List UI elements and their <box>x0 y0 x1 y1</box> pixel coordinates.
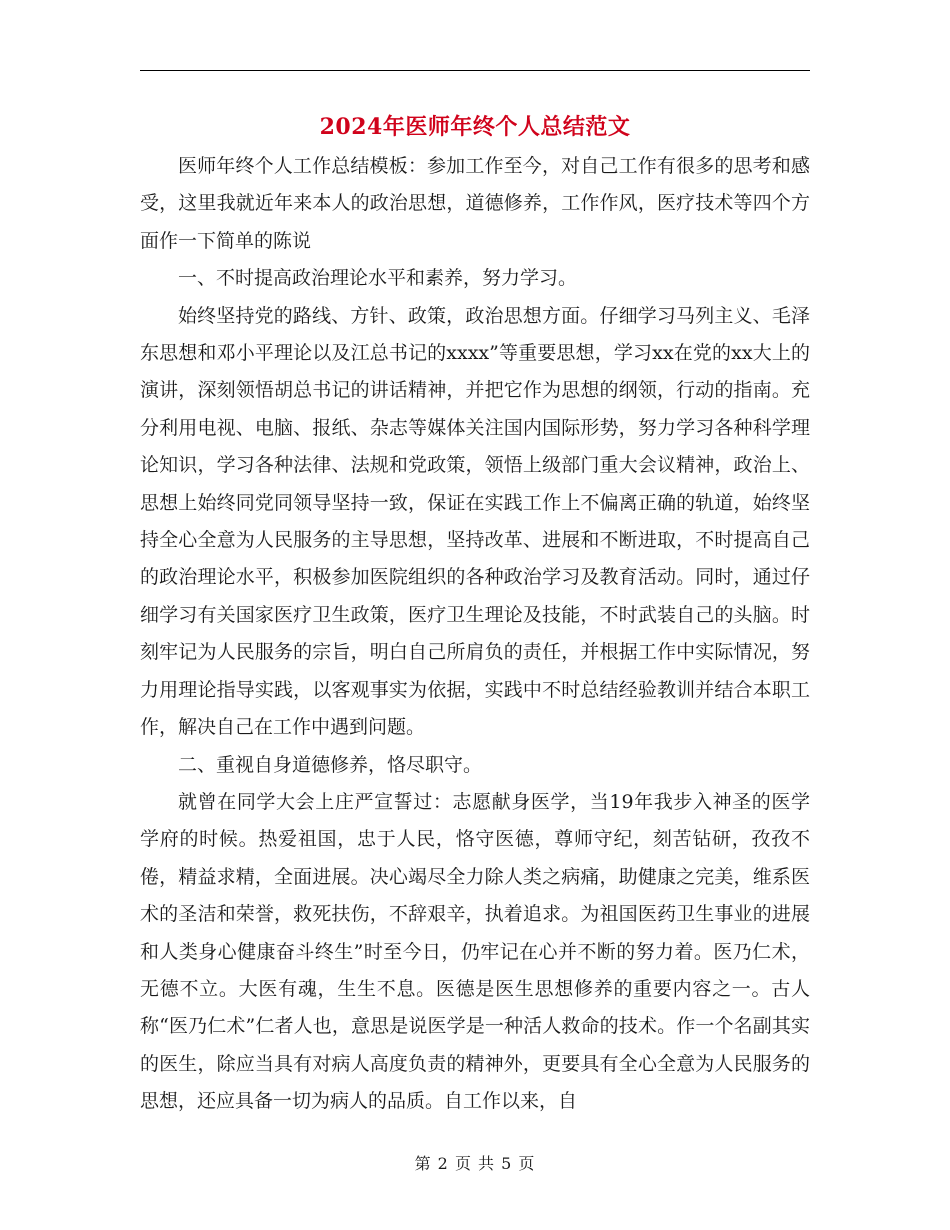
paragraph-intro: 医师年终个人工作总结模板：参加工作至今，对自己工作有很多的思考和感受，这里我就近年来本人的政治思想，道德修养，工作作风，医疗技术等四个方面作一下简单的陈说 <box>140 155 810 252</box>
document-body <box>140 148 810 1121</box>
section-heading-1: 一、不时提高政治理论水平和素养，努力学习。 <box>178 267 578 290</box>
document-title: 2024年医师年终个人总结范文 <box>319 114 631 140</box>
paragraph-section-1: 始终坚持党的路线、方针、政策，政治思想方面。仔细学习马列主义、毛泽东思想和邓小平理论以及江总书记的xxxx”等重要思想，学习xx在党的xx大上的演讲，深刻领悟胡总书记的讲话精神，并把它作为思想的纲领，行动的指南。充分利用电视、电脑、报纸、杂志等媒体关注国内国际形势，努力学习各种科学理论知识，学习各种法律、法规和党政策，领悟上级部门重大会议精神，政治上、思想上始终同党同领导坚持一致，保证在实践工作上不偏离正确的轨道，始终坚持全心全意为人民服务的主导思想，坚持改革、进展和不断进取，不时提高自己的政治理论水平，积极参加医院组织的各种政治学习及教育活动。同时，通过仔细学习有关国家医疗卫生政策，医疗卫生理论及技能，不时武装自己的头脑。时刻牢记为人民服务的宗旨，明白自己所肩负的责任，并根据工作中实际情况，努力用理论指导实践，以客观事实为依据，实践中不时总结经验教训并结合本职工作，解决自己在工作中遇到问题。 <box>140 304 810 739</box>
section-heading-2: 二、重视自身道德修养，恪尽职守。 <box>178 753 483 776</box>
page-number: 第 2 页 共 5 页 <box>414 1154 536 1173</box>
paragraph-section-2: 就曾在同学大会上庄严宣誓过：志愿献身医学，当19年我步入神圣的医学学府的时候。热爱祖国，忠于人民，恪守医德，尊师守纪，刻苦钻研，孜孜不倦，精益求精，全面进展。决心竭尽全力除人类之病痛，助健康之完美，维系医术的圣洁和荣誉，救死扶伤，不辞艰辛，执着追求。为祖国医药卫生事业的进展和人类身心健康奋斗终生”时至今日，仍牢记在心并不断的努力着。医乃仁术，无德不立。大医有魂，生生不息。医德是医生思想修养的重要内容之一。古人称“医乃仁术”仁者人也，意思是说医学是一种活人救命的技术。作一个名副其实的医生，除应当具有对病人高度负责的精神外，更要具有全心全意为人民服务的思想，还应具备一切为病人的品质。自工作以来，自 <box>140 790 810 1113</box>
header-rule <box>140 70 810 71</box>
